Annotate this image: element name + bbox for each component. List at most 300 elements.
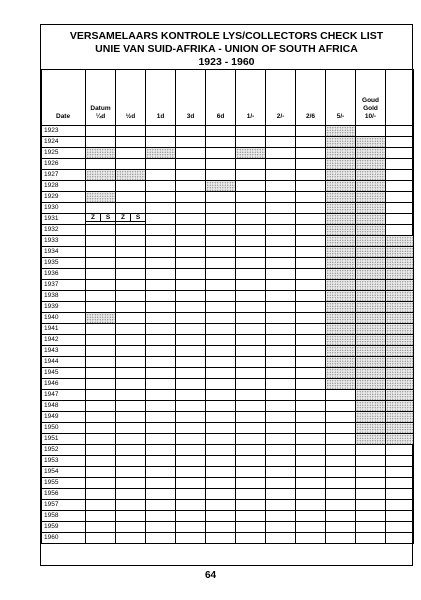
check-cell[interactable] <box>326 181 356 192</box>
check-cell[interactable] <box>206 423 236 434</box>
check-cell[interactable] <box>386 269 414 280</box>
check-cell[interactable] <box>236 478 266 489</box>
check-cell[interactable] <box>146 445 176 456</box>
check-cell[interactable] <box>266 489 296 500</box>
check-cell[interactable] <box>146 357 176 368</box>
check-cell[interactable] <box>206 467 236 478</box>
check-cell[interactable] <box>296 214 326 225</box>
check-cell[interactable] <box>206 247 236 258</box>
check-cell[interactable] <box>236 236 266 247</box>
check-cell[interactable] <box>176 203 206 214</box>
check-cell[interactable] <box>206 159 236 170</box>
check-cell[interactable] <box>86 500 116 511</box>
check-cell[interactable] <box>356 423 386 434</box>
check-cell[interactable] <box>236 203 266 214</box>
check-cell[interactable] <box>296 247 326 258</box>
check-cell[interactable] <box>356 280 386 291</box>
check-cell[interactable] <box>266 126 296 137</box>
check-cell[interactable] <box>146 313 176 324</box>
check-cell[interactable] <box>386 170 414 181</box>
check-cell[interactable] <box>206 225 236 236</box>
check-cell[interactable] <box>116 500 146 511</box>
check-cell[interactable] <box>326 291 356 302</box>
check-cell[interactable] <box>386 335 414 346</box>
check-cell[interactable] <box>356 346 386 357</box>
check-cell[interactable] <box>356 500 386 511</box>
check-cell[interactable] <box>296 335 326 346</box>
check-cell[interactable] <box>326 280 356 291</box>
check-cell[interactable] <box>326 148 356 159</box>
check-cell[interactable] <box>146 423 176 434</box>
check-cell[interactable] <box>206 302 236 313</box>
check-cell[interactable] <box>206 533 236 544</box>
check-cell[interactable] <box>236 390 266 401</box>
check-cell[interactable] <box>296 445 326 456</box>
check-cell[interactable] <box>356 368 386 379</box>
check-cell[interactable] <box>176 423 206 434</box>
check-cell[interactable] <box>146 522 176 533</box>
check-cell[interactable] <box>146 236 176 247</box>
check-cell[interactable] <box>326 533 356 544</box>
check-cell[interactable] <box>356 478 386 489</box>
check-cell[interactable] <box>236 368 266 379</box>
check-cell[interactable] <box>356 456 386 467</box>
check-cell[interactable] <box>266 412 296 423</box>
check-cell[interactable] <box>266 511 296 522</box>
check-cell[interactable] <box>236 379 266 390</box>
check-cell[interactable] <box>356 159 386 170</box>
check-cell[interactable] <box>116 225 146 236</box>
check-cell[interactable] <box>86 192 116 203</box>
check-cell[interactable] <box>86 170 116 181</box>
check-cell[interactable] <box>146 511 176 522</box>
check-cell[interactable] <box>116 346 146 357</box>
check-cell[interactable] <box>176 489 206 500</box>
check-cell[interactable] <box>86 434 116 445</box>
check-cell[interactable] <box>386 478 414 489</box>
check-cell[interactable] <box>266 478 296 489</box>
check-cell[interactable] <box>176 258 206 269</box>
check-cell[interactable] <box>206 126 236 137</box>
check-cell[interactable] <box>176 291 206 302</box>
check-cell[interactable] <box>86 412 116 423</box>
check-cell[interactable] <box>86 401 116 412</box>
check-cell[interactable] <box>176 379 206 390</box>
check-cell[interactable] <box>116 280 146 291</box>
check-cell[interactable] <box>206 401 236 412</box>
check-cell[interactable] <box>236 170 266 181</box>
check-cell[interactable] <box>236 258 266 269</box>
check-cell[interactable] <box>386 401 414 412</box>
check-cell[interactable] <box>356 511 386 522</box>
check-cell[interactable] <box>116 137 146 148</box>
check-cell[interactable] <box>86 368 116 379</box>
check-cell[interactable] <box>236 401 266 412</box>
check-cell[interactable] <box>206 269 236 280</box>
check-cell[interactable] <box>296 368 326 379</box>
check-cell[interactable] <box>116 170 146 181</box>
check-cell[interactable] <box>236 214 266 225</box>
check-cell[interactable] <box>296 291 326 302</box>
check-cell[interactable] <box>386 225 414 236</box>
check-cell[interactable] <box>386 412 414 423</box>
check-cell[interactable] <box>116 247 146 258</box>
check-cell[interactable] <box>86 203 116 214</box>
check-cell[interactable] <box>86 357 116 368</box>
check-cell[interactable] <box>356 203 386 214</box>
check-cell[interactable] <box>116 203 146 214</box>
check-cell[interactable] <box>146 203 176 214</box>
check-cell[interactable] <box>206 324 236 335</box>
check-cell[interactable] <box>206 412 236 423</box>
check-cell[interactable] <box>386 379 414 390</box>
check-cell[interactable] <box>266 456 296 467</box>
check-cell[interactable] <box>296 522 326 533</box>
check-cell[interactable] <box>296 500 326 511</box>
check-cell[interactable] <box>206 181 236 192</box>
check-cell[interactable] <box>206 192 236 203</box>
check-cell[interactable] <box>146 269 176 280</box>
check-cell[interactable] <box>266 148 296 159</box>
check-cell[interactable] <box>176 401 206 412</box>
check-cell[interactable] <box>266 324 296 335</box>
check-cell[interactable] <box>206 137 236 148</box>
check-cell[interactable] <box>326 247 356 258</box>
check-cell[interactable] <box>266 533 296 544</box>
check-cell[interactable] <box>116 467 146 478</box>
check-cell[interactable] <box>86 313 116 324</box>
check-cell[interactable] <box>266 181 296 192</box>
check-cell[interactable] <box>236 324 266 335</box>
check-cell[interactable] <box>206 379 236 390</box>
check-cell[interactable] <box>116 456 146 467</box>
check-cell[interactable] <box>326 390 356 401</box>
check-cell[interactable] <box>326 313 356 324</box>
check-cell[interactable] <box>266 346 296 357</box>
check-cell[interactable] <box>386 533 414 544</box>
check-cell[interactable] <box>326 203 356 214</box>
check-cell[interactable] <box>266 357 296 368</box>
check-cell[interactable] <box>296 379 326 390</box>
check-cell[interactable] <box>356 126 386 137</box>
check-cell[interactable] <box>296 401 326 412</box>
check-cell[interactable] <box>296 357 326 368</box>
check-cell[interactable] <box>326 357 356 368</box>
check-cell[interactable] <box>326 412 356 423</box>
check-cell[interactable] <box>206 170 236 181</box>
check-cell[interactable] <box>296 236 326 247</box>
check-cell[interactable] <box>116 192 146 203</box>
check-cell[interactable] <box>266 423 296 434</box>
check-cell[interactable] <box>296 148 326 159</box>
check-cell[interactable] <box>86 390 116 401</box>
check-cell[interactable] <box>236 533 266 544</box>
check-cell[interactable] <box>176 445 206 456</box>
check-cell[interactable] <box>116 181 146 192</box>
check-cell[interactable] <box>86 126 116 137</box>
check-cell[interactable] <box>236 192 266 203</box>
check-cell[interactable] <box>86 159 116 170</box>
check-cell[interactable] <box>116 313 146 324</box>
check-cell[interactable] <box>326 335 356 346</box>
check-cell[interactable] <box>386 346 414 357</box>
check-cell[interactable] <box>386 214 414 225</box>
check-cell[interactable] <box>86 214 116 225</box>
check-cell[interactable] <box>266 236 296 247</box>
check-cell[interactable] <box>116 291 146 302</box>
check-cell[interactable] <box>176 346 206 357</box>
check-cell[interactable] <box>356 335 386 346</box>
check-cell[interactable] <box>146 148 176 159</box>
check-cell[interactable] <box>296 423 326 434</box>
check-cell[interactable] <box>176 247 206 258</box>
check-cell[interactable] <box>266 313 296 324</box>
check-cell[interactable] <box>86 258 116 269</box>
check-cell[interactable] <box>176 225 206 236</box>
check-cell[interactable] <box>206 478 236 489</box>
check-cell[interactable] <box>326 434 356 445</box>
check-cell[interactable] <box>386 500 414 511</box>
check-cell[interactable] <box>266 445 296 456</box>
check-cell[interactable] <box>326 159 356 170</box>
check-cell[interactable] <box>326 269 356 280</box>
check-cell[interactable] <box>236 489 266 500</box>
check-cell[interactable] <box>176 511 206 522</box>
check-cell[interactable] <box>296 412 326 423</box>
check-cell[interactable] <box>296 434 326 445</box>
check-cell[interactable] <box>356 225 386 236</box>
check-cell[interactable] <box>146 500 176 511</box>
check-cell[interactable] <box>116 522 146 533</box>
check-cell[interactable] <box>386 280 414 291</box>
check-cell[interactable] <box>236 357 266 368</box>
check-cell[interactable] <box>146 324 176 335</box>
check-cell[interactable] <box>296 324 326 335</box>
check-cell[interactable] <box>356 445 386 456</box>
check-cell[interactable] <box>206 203 236 214</box>
check-cell[interactable] <box>386 203 414 214</box>
check-cell[interactable] <box>386 137 414 148</box>
check-cell[interactable] <box>296 269 326 280</box>
check-cell[interactable] <box>386 390 414 401</box>
check-cell[interactable] <box>326 489 356 500</box>
check-cell[interactable] <box>176 137 206 148</box>
check-cell[interactable] <box>176 324 206 335</box>
check-cell[interactable] <box>236 280 266 291</box>
check-cell[interactable] <box>356 390 386 401</box>
check-cell[interactable] <box>356 357 386 368</box>
check-cell[interactable] <box>146 390 176 401</box>
check-cell[interactable] <box>176 412 206 423</box>
check-cell[interactable] <box>236 159 266 170</box>
check-cell[interactable] <box>86 467 116 478</box>
check-cell[interactable] <box>236 302 266 313</box>
check-cell[interactable] <box>326 456 356 467</box>
check-cell[interactable] <box>146 181 176 192</box>
check-cell[interactable] <box>356 170 386 181</box>
check-cell[interactable] <box>86 533 116 544</box>
check-cell[interactable] <box>326 478 356 489</box>
check-cell[interactable] <box>86 247 116 258</box>
check-cell[interactable] <box>86 137 116 148</box>
check-cell[interactable] <box>326 368 356 379</box>
check-cell[interactable] <box>326 192 356 203</box>
check-cell[interactable] <box>296 467 326 478</box>
check-cell[interactable] <box>86 269 116 280</box>
check-cell[interactable] <box>116 445 146 456</box>
check-cell[interactable] <box>326 126 356 137</box>
check-cell[interactable] <box>326 401 356 412</box>
check-cell[interactable] <box>356 489 386 500</box>
check-cell[interactable] <box>86 236 116 247</box>
check-cell[interactable] <box>116 533 146 544</box>
check-cell[interactable] <box>206 489 236 500</box>
check-cell[interactable] <box>236 148 266 159</box>
check-cell[interactable] <box>176 522 206 533</box>
check-cell[interactable] <box>146 126 176 137</box>
check-cell[interactable] <box>356 214 386 225</box>
check-cell[interactable] <box>116 126 146 137</box>
check-cell[interactable] <box>266 434 296 445</box>
check-cell[interactable] <box>206 291 236 302</box>
check-cell[interactable] <box>236 456 266 467</box>
check-cell[interactable] <box>86 511 116 522</box>
check-cell[interactable] <box>386 291 414 302</box>
check-cell[interactable] <box>146 159 176 170</box>
check-cell[interactable] <box>146 478 176 489</box>
check-cell[interactable] <box>146 302 176 313</box>
check-cell[interactable] <box>296 313 326 324</box>
check-cell[interactable] <box>116 379 146 390</box>
check-cell[interactable] <box>356 148 386 159</box>
check-cell[interactable] <box>386 258 414 269</box>
check-cell[interactable] <box>176 456 206 467</box>
check-cell[interactable] <box>176 181 206 192</box>
check-cell[interactable] <box>296 258 326 269</box>
check-cell[interactable] <box>116 214 146 225</box>
check-cell[interactable] <box>206 258 236 269</box>
check-cell[interactable] <box>146 247 176 258</box>
check-cell[interactable] <box>206 522 236 533</box>
check-cell[interactable] <box>386 302 414 313</box>
check-cell[interactable] <box>86 522 116 533</box>
check-cell[interactable] <box>266 390 296 401</box>
check-cell[interactable] <box>296 302 326 313</box>
check-cell[interactable] <box>356 236 386 247</box>
check-cell[interactable] <box>386 467 414 478</box>
check-cell[interactable] <box>116 368 146 379</box>
check-cell[interactable] <box>266 258 296 269</box>
check-cell[interactable] <box>176 335 206 346</box>
check-cell[interactable] <box>116 478 146 489</box>
check-cell[interactable] <box>146 434 176 445</box>
check-cell[interactable] <box>86 478 116 489</box>
check-cell[interactable] <box>206 148 236 159</box>
check-cell[interactable] <box>386 181 414 192</box>
check-cell[interactable] <box>266 137 296 148</box>
check-cell[interactable] <box>146 368 176 379</box>
check-cell[interactable] <box>266 379 296 390</box>
check-cell[interactable] <box>296 489 326 500</box>
check-cell[interactable] <box>386 313 414 324</box>
check-cell[interactable] <box>86 423 116 434</box>
check-cell[interactable] <box>176 236 206 247</box>
check-cell[interactable] <box>146 258 176 269</box>
check-cell[interactable] <box>116 324 146 335</box>
check-cell[interactable] <box>236 423 266 434</box>
check-cell[interactable] <box>326 236 356 247</box>
check-cell[interactable] <box>116 412 146 423</box>
check-cell[interactable] <box>266 368 296 379</box>
check-cell[interactable] <box>296 225 326 236</box>
check-cell[interactable] <box>326 346 356 357</box>
check-cell[interactable] <box>326 324 356 335</box>
check-cell[interactable] <box>296 159 326 170</box>
check-cell[interactable] <box>116 434 146 445</box>
check-cell[interactable] <box>116 335 146 346</box>
check-cell[interactable] <box>236 522 266 533</box>
check-cell[interactable] <box>86 291 116 302</box>
check-cell[interactable] <box>326 423 356 434</box>
check-cell[interactable] <box>296 181 326 192</box>
check-cell[interactable] <box>176 313 206 324</box>
check-cell[interactable] <box>146 137 176 148</box>
check-cell[interactable] <box>356 324 386 335</box>
check-cell[interactable] <box>236 181 266 192</box>
check-cell[interactable] <box>236 137 266 148</box>
check-cell[interactable] <box>86 280 116 291</box>
check-cell[interactable] <box>116 401 146 412</box>
check-cell[interactable] <box>296 192 326 203</box>
check-cell[interactable] <box>176 280 206 291</box>
check-cell[interactable] <box>266 203 296 214</box>
check-cell[interactable] <box>356 181 386 192</box>
check-cell[interactable] <box>356 379 386 390</box>
check-cell[interactable] <box>266 269 296 280</box>
check-cell[interactable] <box>266 214 296 225</box>
check-cell[interactable] <box>176 390 206 401</box>
check-cell[interactable] <box>266 302 296 313</box>
check-cell[interactable] <box>236 346 266 357</box>
check-cell[interactable] <box>206 236 236 247</box>
check-cell[interactable] <box>176 159 206 170</box>
check-cell[interactable] <box>206 357 236 368</box>
check-cell[interactable] <box>206 456 236 467</box>
check-cell[interactable] <box>266 291 296 302</box>
check-cell[interactable] <box>386 423 414 434</box>
check-cell[interactable] <box>206 280 236 291</box>
check-cell[interactable] <box>296 456 326 467</box>
check-cell[interactable] <box>206 346 236 357</box>
check-cell[interactable] <box>236 269 266 280</box>
check-cell[interactable] <box>206 313 236 324</box>
check-cell[interactable] <box>296 203 326 214</box>
check-cell[interactable] <box>146 335 176 346</box>
check-cell[interactable] <box>266 225 296 236</box>
check-cell[interactable] <box>236 511 266 522</box>
check-cell[interactable] <box>266 170 296 181</box>
check-cell[interactable] <box>116 236 146 247</box>
check-cell[interactable] <box>176 434 206 445</box>
check-cell[interactable] <box>296 137 326 148</box>
check-cell[interactable] <box>146 280 176 291</box>
check-cell[interactable] <box>116 302 146 313</box>
check-cell[interactable] <box>236 434 266 445</box>
check-cell[interactable] <box>356 313 386 324</box>
check-cell[interactable] <box>86 181 116 192</box>
check-cell[interactable] <box>206 390 236 401</box>
check-cell[interactable] <box>116 148 146 159</box>
